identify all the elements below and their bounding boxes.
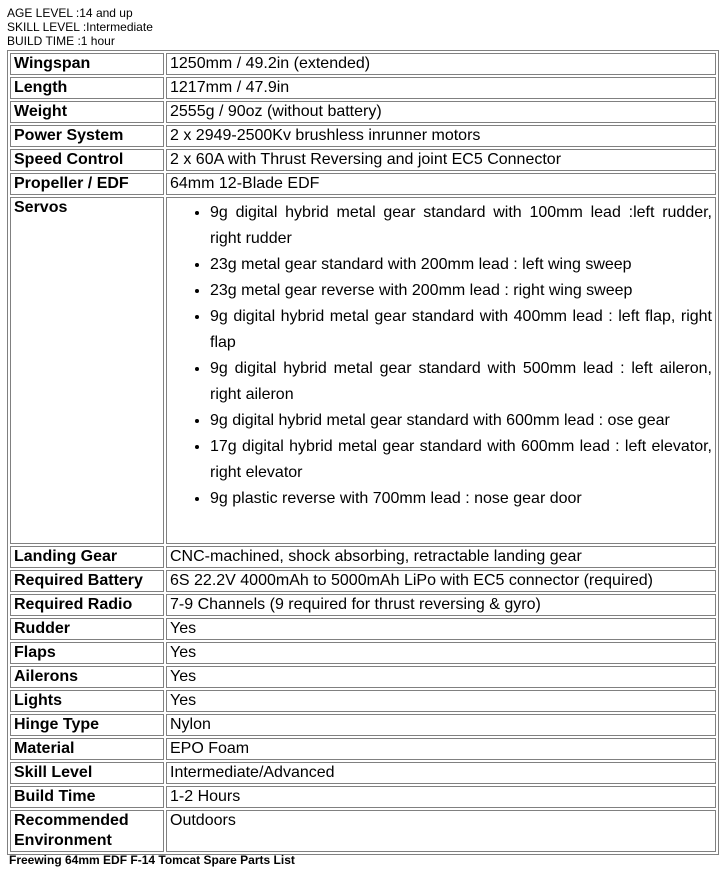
servo-item: • 9g digital hybrid metal gear standard with 100mm lead :left rudder, right rudder xyxy=(210,200,712,252)
spec-label: Recommended Environment xyxy=(10,810,164,852)
spec-value: CNC-machined, shock absorbing, retractable landing gear xyxy=(166,546,716,568)
spec-value: Yes xyxy=(166,666,716,688)
servo-item: • 9g digital hybrid metal gear standard with 500mm lead : left aileron, right aileron xyxy=(210,356,712,408)
spec-label: Build Time xyxy=(10,786,164,808)
spec-row-material xyxy=(10,738,716,760)
spec-row-lights xyxy=(10,690,716,712)
spec-label: Speed Control xyxy=(10,149,164,171)
spec-value xyxy=(166,197,716,544)
spec-value: 2 x 2949-2500Kv brushless inrunner motors xyxy=(166,125,716,147)
spec-value: Intermediate/Advanced xyxy=(166,762,716,784)
spec-label: Required Battery xyxy=(10,570,164,592)
servo-list xyxy=(170,200,712,512)
spec-row-length xyxy=(10,77,716,99)
spec-row-wingspan xyxy=(10,53,716,75)
spec-value: 7-9 Channels (9 required for thrust reversing & gyro) xyxy=(166,594,716,616)
spec-row-rudder xyxy=(10,618,716,640)
spec-value: 64mm 12-Blade EDF xyxy=(166,173,716,195)
age-level-text: AGE LEVEL :14 and up xyxy=(7,6,133,20)
spec-label: Hinge Type xyxy=(10,714,164,736)
spec-label: Flaps xyxy=(10,642,164,664)
spec-label: Material xyxy=(10,738,164,760)
spec-value: 6S 22.2V 4000mAh to 5000mAh LiPo with EC5 connector (required) xyxy=(166,570,716,592)
spec-label: Wingspan xyxy=(10,53,164,75)
product-info-header xyxy=(7,6,153,48)
spec-label: Lights xyxy=(10,690,164,712)
spec-row-landing-gear xyxy=(10,546,716,568)
spec-row-skill-level xyxy=(10,762,716,784)
spec-row-speed-control xyxy=(10,149,716,171)
spare-parts-list-caption: Freewing 64mm EDF F-14 Tomcat Spare Parts List xyxy=(9,853,295,867)
specifications-table xyxy=(7,50,719,855)
servo-item: • 9g digital hybrid metal gear standard with 400mm lead : left flap, right flap xyxy=(210,304,712,356)
spec-value: 2555g / 90oz (without battery) xyxy=(166,101,716,123)
skill-level-text: SKILL LEVEL :Intermediate xyxy=(7,20,153,34)
spec-value: 2 x 60A with Thrust Reversing and joint EC5 Connector xyxy=(166,149,716,171)
spec-row-hinge-type xyxy=(10,714,716,736)
spec-row-build-time xyxy=(10,786,716,808)
spec-row-weight xyxy=(10,101,716,123)
spec-value: Outdoors xyxy=(166,810,716,852)
spec-row-ailerons xyxy=(10,666,716,688)
spec-value: Yes xyxy=(166,642,716,664)
spec-label: Skill Level xyxy=(10,762,164,784)
spec-row-required-battery xyxy=(10,570,716,592)
spec-row-power-system xyxy=(10,125,716,147)
spec-value: Yes xyxy=(166,690,716,712)
spec-label: Weight xyxy=(10,101,164,123)
spec-value: 1-2 Hours xyxy=(166,786,716,808)
servo-item: • 23g metal gear reverse with 200mm lead : right wing sweep xyxy=(210,278,712,304)
servo-item: • 17g digital hybrid metal gear standard with 600mm lead : left elevator, right elevator xyxy=(210,434,712,486)
servo-item: • 23g metal gear standard with 200mm lead : left wing sweep xyxy=(210,252,712,278)
spec-row-recommended-environment xyxy=(10,810,716,852)
spec-row-flaps xyxy=(10,642,716,664)
spec-label: Landing Gear xyxy=(10,546,164,568)
build-time-text: BUILD TIME :1 hour xyxy=(7,34,115,48)
spec-value: 1217mm / 47.9in xyxy=(166,77,716,99)
spec-row-servos xyxy=(10,197,716,544)
spec-value: Yes xyxy=(166,618,716,640)
spec-label: Propeller / EDF xyxy=(10,173,164,195)
servo-item: • 9g plastic reverse with 700mm lead : nose gear door xyxy=(210,486,712,512)
spec-value: 1250mm / 49.2in (extended) xyxy=(166,53,716,75)
spec-label: Power System xyxy=(10,125,164,147)
spec-row-required-radio xyxy=(10,594,716,616)
servo-item: • 9g digital hybrid metal gear standard with 600mm lead : ose gear xyxy=(210,408,712,434)
spec-value: Nylon xyxy=(166,714,716,736)
spec-row-propeller xyxy=(10,173,716,195)
spec-label: Required Radio xyxy=(10,594,164,616)
spec-label: Length xyxy=(10,77,164,99)
spec-label: Rudder xyxy=(10,618,164,640)
spec-value: EPO Foam xyxy=(166,738,716,760)
spec-label: Servos xyxy=(10,197,164,544)
spec-label: Ailerons xyxy=(10,666,164,688)
